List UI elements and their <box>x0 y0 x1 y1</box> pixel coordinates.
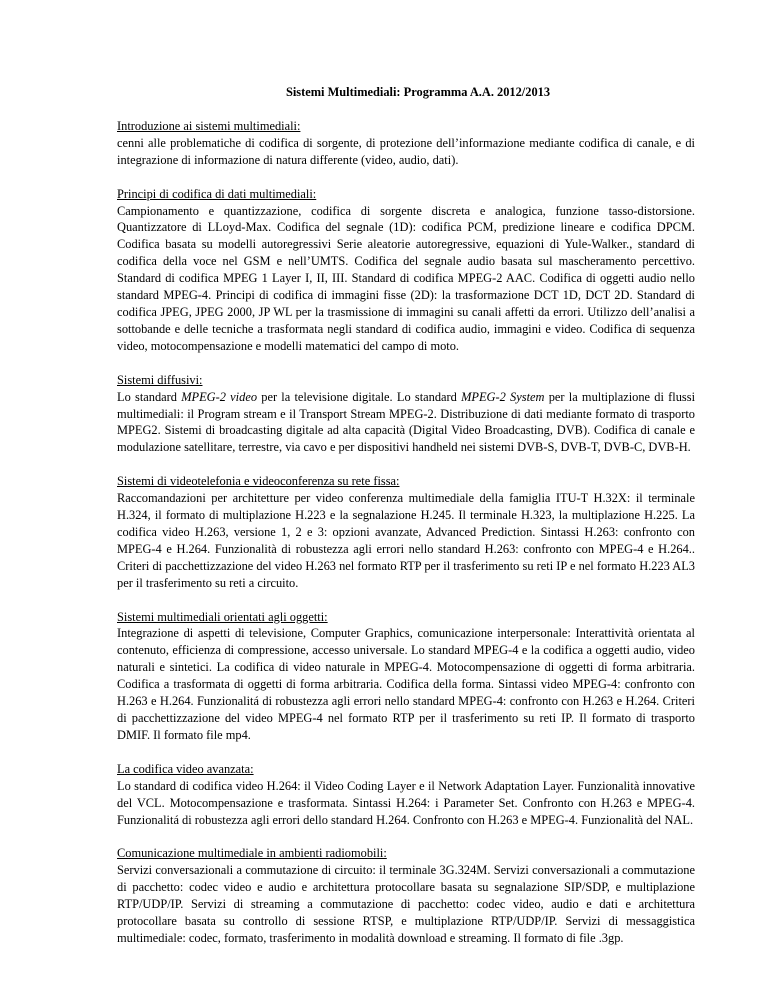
section-principi-codifica <box>117 186 695 355</box>
section-body: cenni alle problematiche di codifica di sorgente, di protezione dell’informazione mediante codifica di canale, e di integrazione di informazione di natura differente (video, audio, dati). <box>117 135 695 167</box>
body-text: per la televisione digitale. Lo standard <box>257 389 462 404</box>
section-heading: Sistemi diffusivi: <box>117 372 203 387</box>
document-title: Sistemi Multimediali: Programma A.A. 2012/2013 <box>285 85 551 99</box>
section-videotelefonia <box>117 473 695 591</box>
section-heading: Sistemi di videotelefonia e videoconferenza su rete fissa: <box>117 474 400 489</box>
section-body <box>117 389 695 457</box>
section-heading: Sistemi multimediali orientati agli oggetti: <box>117 609 328 624</box>
italic-term: MPEG-2 System <box>461 389 545 404</box>
section-radiomobili <box>117 845 695 946</box>
section-body: Campionamento e quantizzazione, codifica di sorgente discreta e analogica, funzione tasso-distorsione. Quantizzatore di LLoyd-Max. Codifica del segnale (1D): codifica PCM, predizione lineare e codifica DPCM. Codifica basata su modelli autoregressivi Serie aleatorie autoregressive, equazioni di Yule-Walker., standard di codifica della voce nel GSM e nell’UMTS. Codifica del segnale audio basata sul mascheramento percettivo. Standard di codifica MPEG 1 Layer I, II, III. Standard di codifica MPEG-2 AAC. Codifica di oggetti audio nello standard MPEG-4. Principi di codifica di immagini fisse (2D): la trasformazione DCT 1D, DCT 2D. Standard di codifica JPEG, JPEG 2000, JP WL per la trasmissione di immagini su canali affetti da errori. Utilizzo dell’analisi a sottobande e delle tecniche a trasformata negli standard di codifica audio, immagini e video. Codifica di sequenza video, motocompensazione e modelli matematici del campo di moto. <box>117 203 695 353</box>
section-body: Servizi conversazionali a commutazione di circuito: il terminale 3G.324M. Servizi conversazionali a commutazione di pacchetto: codec video e audio e architettura protocollare basata su segnalazione SIP/SDP, e multiplazione RTP/UDP/IP. Servizi di streaming a commutazione di pacchetto: codec video, audio e dati e architettura protocollare basata su controllo di sessione RTSP, e multiplazione RTP/UDP/IP. Servizi di messaggistica multimediale: codec, formato, trasferimento in modalità download e streaming. Il formato di file .3gp. <box>117 863 695 945</box>
section-heading: Introduzione ai sistemi multimediali: <box>117 118 301 133</box>
section-heading: Comunicazione multimediale in ambienti radiomobili: <box>117 846 387 861</box>
section-oggetti <box>117 609 695 744</box>
section-video-avanzata <box>117 761 695 829</box>
italic-term: MPEG-2 video <box>181 389 258 404</box>
section-body: Lo standard di codifica video H.264: il Video Coding Layer e il Network Adaptation Layer. Funzionalità innovative del VCL. Motocompensazione e trasformata. Sintassi H.264: i Parameter Set. Confronto con H.263 e MPEG-4. Funzionalitá di robustezza agli errori dello standard H.264. Confronto con H.263 e MPEG-4. Funzionalità del NAL. <box>117 778 695 827</box>
section-heading: La codifica video avanzata: <box>117 761 254 776</box>
section-heading: Principi di codifica di dati multimediali: <box>117 186 317 201</box>
section-body: Raccomandazioni per architetture per video conferenza multimediale della famiglia ITU-T H.32X: il terminale H.324, il formato di multiplazione H.223 e la segnalazione H.245. Il terminale H.323, la multiplazione H.225. La codifica video H.263, versione 1, 2 e 3: opzioni avanzate, Advanced Prediction. Sintassi H.263: confronto con MPEG-4 e H.264. Funzionalità di robustezza agli errori nello standard H.263: confronto con MPEG-4 e H.264.. Criteri di pacchettizzazione del video H.263 nel formato RTP per il trasferimento su reti IP e nel formato H.223 AL3 per il trasferimento su reti a circuito. <box>117 491 695 590</box>
section-sistemi-diffusivi <box>117 372 695 457</box>
body-text: Lo standard <box>117 389 182 404</box>
section-introduzione <box>117 118 695 169</box>
document-page <box>117 84 695 964</box>
body-text: per la multiplazione di flussi multimediali: il Program stream e il Transport Stream MPEG-2. Distribuzione di dati mediante formato di trasporto MPEG2. Sistemi di broadcasting digitale ad alta capacità (Digital Video Broadcasting, DVB). Codifica di canale e modulazione satellitare, terrestre, via cavo e per dispositivi handheld nei sistemi DVB-S, DVB-T, DVB-C, DVB-H. <box>117 389 696 455</box>
section-body: Integrazione di aspetti di televisione, Computer Graphics, comunicazione interpersonale: Interattività orientata al contenuto, efficienza di compressione, accesso universale. Lo standard MPEG-4 e la codifica a oggetti audio, video naturali e sintetici. La codifica di video naturale in MPEG-4. Motocompensazione di oggetti di forma arbitraria. Codifica a trasformata di oggetti di forma arbitraria. Codifica della forma. Sintassi video MPEG-4: confronto con H.263 e H.264. Funzionalitá di robustezza agli errori nello standard MPEG-4: confronto con H.263 e H.264. Criteri di pacchettizzazione del video MPEG-4 nel formato RTP per il trasferimento su reti IP. Il formato di trasporto DMIF. Il formato file mp4. <box>117 626 695 742</box>
